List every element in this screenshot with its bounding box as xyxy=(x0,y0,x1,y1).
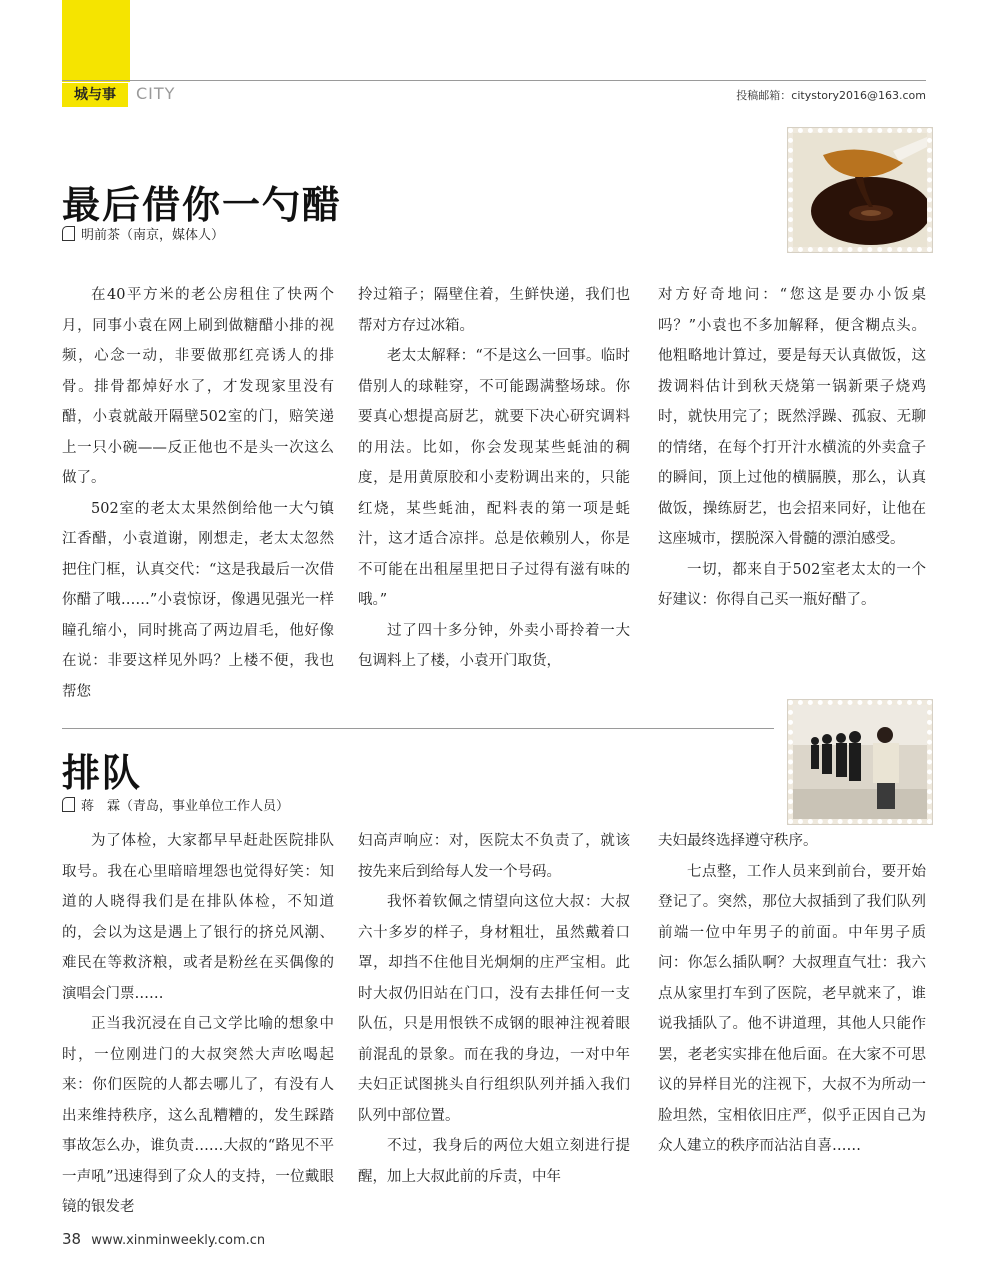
article-divider xyxy=(62,728,774,729)
paragraph: 七点整，工作人员来到前台，要开始登记了。突然，那位大叔插到了我们队列前端一位中年男子的前面。中年男子质问：你怎么插队啊？大叔理直气壮：我六点从家里打车到了医院，老早就来了，谁说我插队了。他不讲道理，其他人只能作罢，老老实实排在他后面。在大家不可思议的异样目光的注视下，大叔不为所动一脸坦然，宝相依旧庄严，似乎正因自己为众人建立的秩序而沾沾自喜…… xyxy=(658,863,926,1154)
author-name: 蒋 霖（青岛，事业单位工作人员） xyxy=(81,799,290,814)
article-column xyxy=(358,280,630,677)
paragraph: 正当我沉浸在自己文学比喻的想象中时，一位刚进门的大叔突然大声吆喝起来：你们医院的人都去哪儿了，有没有人出来维持秩序，这么乱糟糟的，发生踩踏事故怎么办，谁负责……大叔的“路见不平一声吼”迅速得到了众人的支持，一位戴眼镜的银发老 xyxy=(62,1016,334,1215)
paragraph: 妇高声响应：对，医院太不负责了，就该按先来后到给每人发一个号码。 xyxy=(358,833,630,880)
pen-icon xyxy=(62,797,75,812)
paragraph: 对方好奇地问：“您这是要办小饭桌吗？”小袁也不多加解释，便含糊点头。他粗略地计算过，要是每天认真做饭，这拨调料估计到秋天烧第一锅新栗子烧鸡时，就快用完了；既然浮躁、孤寂、无聊的情绪，在每个打开汁水横流的外卖盒子的瞬间，顶上过他的横膈膜，那么，认真做饭，操练厨艺，也会招来同好，让他在这座城市，摆脱深入骨髓的漂泊感受。 xyxy=(658,287,926,547)
paragraph: 老太太解释：“不是这么一回事。临时借别人的球鞋穿，不可能踢满整场球。你要真心想提高厨艺，就要下决心研究调料的用法。比如，你会发现某些蚝油的稠度，是用黄原胶和小麦粉调出来的，只能红烧，某些蚝油，配料表的第一项是蚝汁，这才适合凉拌。总是依赖别人，你是不可能在出租屋里把日子过得有滋有味的哦。” xyxy=(358,348,630,608)
author-name: 明前茶（南京，媒体人） xyxy=(81,228,225,243)
vinegar-photo-stamp xyxy=(788,128,932,252)
page-number: 38 xyxy=(62,1230,82,1248)
article-column xyxy=(658,280,926,616)
contribution-email: 投稿邮箱：citystory2016@163.com xyxy=(736,89,926,102)
paragraph: 为了体检，大家都早早赶赴医院排队取号。我在心里暗暗埋怨也觉得好笑：知道的人晓得我们是在排队体检，不知道的，会以为这是遇上了银行的挤兑风潮、难民在等救济粮，或者是粉丝在买偶像的演唱会门票…… xyxy=(62,833,334,1002)
header-divider xyxy=(62,80,926,81)
article-title: 最后借你一勺醋 xyxy=(62,183,343,227)
section-label: 城与事 xyxy=(62,83,128,107)
paragraph: 拎过箱子；隔壁住着，生鲜快递，我们也帮对方存过冰箱。 xyxy=(358,287,630,334)
article-column xyxy=(358,826,630,1192)
paragraph: 夫妇最终选择遵守秩序。 xyxy=(658,833,818,849)
page-footer xyxy=(62,1230,265,1248)
website-url: www.xinminweekly.com.cn xyxy=(91,1233,266,1248)
paragraph: 我怀着钦佩之情望向这位大叔：大叔六十多岁的样子，身材粗壮，虽然戴着口罩，却挡不住他目光炯炯的庄严宝相。此时大叔仍旧站在门口，没有去排任何一支队伍，只是用恨铁不成钢的眼神注视着眼前混乱的景象。而在我的身边，一对中年夫妇正试图挑头自行组织队列并插入我们队列中部位置。 xyxy=(358,894,630,1124)
article-byline xyxy=(62,795,289,814)
pen-icon xyxy=(62,226,75,241)
paragraph: 在40平方米的老公房租住了快两个月，同事小袁在网上刷到做糖醋小排的视频，心念一动，非要做那红亮诱人的排骨。排骨都焯好水了，才发现家里没有醋，小袁就敲开隔壁502室的门，赔笑递上一只小碗——反正他也不是头一次这么做了。 xyxy=(62,287,334,486)
section-label-en: CITY xyxy=(136,84,176,103)
paragraph: 502室的老太太果然倒给他一大勺镇江香醋，小袁道谢，刚想走，老太太忽然把住门框，认真交代：“这是我最后一次借你醋了哦……”小袁惊讶，像遇见强光一样瞳孔缩小，同时挑高了两边眉毛，他好像在说：非要这样见外吗？上楼不便，我也帮您 xyxy=(62,500,334,700)
paragraph: 过了四十多分钟，外卖小哥拎着一大包调料上了楼，小袁开门取货， xyxy=(358,622,630,669)
paragraph: 不过，我身后的两位大姐立刻进行提醒，加上大叔此前的斥责，中年 xyxy=(358,1138,630,1185)
article-column xyxy=(62,826,334,1223)
section-color-tab xyxy=(62,0,130,82)
article-byline xyxy=(62,224,224,243)
article-title: 排队 xyxy=(62,751,143,795)
article-column xyxy=(62,280,334,707)
article-column xyxy=(658,826,926,1162)
queue-photo-stamp xyxy=(788,700,932,824)
paragraph: 一切，都来自于502室老太太的一个好建议：你得自己买一瓶好醋了。 xyxy=(658,561,926,608)
